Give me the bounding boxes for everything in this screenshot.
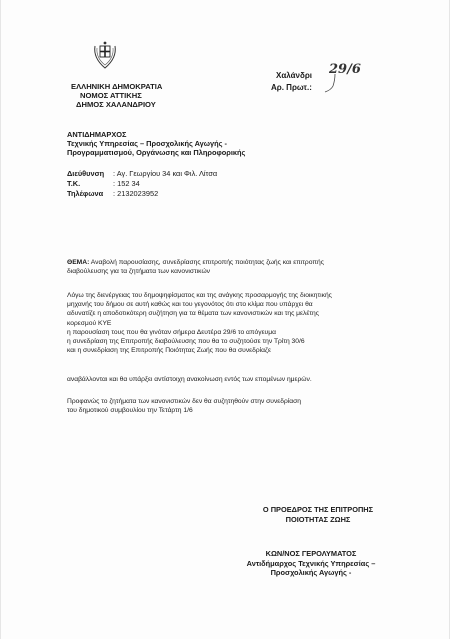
address-value: : Αγ. Γεωργίου 34 και Φιλ. Λίτσα [113, 169, 218, 178]
subject-label: ΘΕΜΑ: [67, 259, 90, 266]
republic-heading: ΕΛΛΗΝΙΚΗ ΔΗΜΟΚΡΑΤΙΑ [71, 82, 163, 91]
address-label: Διεύθυνση [67, 169, 105, 178]
body-line: του δημοτικού συμβουλίου την Τετάρτη 1/6 [67, 407, 193, 415]
body-line: Προφανώς το ζητήματα των κανονιστικών δεν θα συζητηθούν στην συνεδρίαση [67, 398, 302, 405]
department-title: ΑΝΤΙΔΗΜΑΡΧΟΣ [67, 130, 127, 139]
protocol-label: Αρ. Πρωτ.: [271, 83, 312, 92]
prefecture-heading: ΝΟΜΟΣ ΑΤΤΙΚΗΣ [80, 91, 142, 100]
signature-role-1: Ο ΠΡΟΕΔΡΟΣ ΤΗΣ ΕΠΙΤΡΟΠΗΣ [262, 505, 374, 514]
signatory-name: ΚΩΝ/ΝΟΣ ΓΕΡΟΛΥΜΑΤΟΣ [265, 549, 357, 558]
subject-line-2: διαβούλευσης για τα ζητήματα των κανονιστικών [67, 268, 211, 276]
committee-signature [213, 505, 423, 524]
body-line: κορεσμού ΚΥΕ [67, 319, 112, 327]
department-line-2: Προγραμματισμού, Οργάνωσης και Πληροφορικής [67, 148, 246, 158]
body-line: και η συνεδρίαση της Επιτροπής Ποιότητας Ζωής που θα συνεδρίαζε [67, 347, 271, 355]
phone-value: : 2132023952 [113, 189, 159, 198]
body-line: η συνεδρίαση της Επιτροπής διαβούλευσης που θα το συζητούσε την Τρίτη 30/6 [67, 338, 305, 346]
subject-line-1: Αναβολή παρουσίασης, συνεδρίασης επιτροπής ποιότητας ζωής και επιτροπής [89, 259, 324, 266]
body-line: αδυνατίζε η αποδοτικότερη συζήτηση για τα θέματα των κανονιστικών και της μελέτης [67, 310, 319, 318]
phone-label: Τηλέφωνα [67, 189, 104, 198]
body-paragraph-3 [67, 397, 397, 415]
greek-emblem-icon [91, 40, 119, 70]
place-label: Χαλάνδρι [276, 71, 312, 80]
municipality-heading: ΔΗΜΟΣ ΧΑΛΑΝΔΡΙΟΥ [76, 100, 156, 109]
department-block [67, 130, 245, 158]
body-paragraph-2: αναβάλλονται και θα υπάρξει αντίστοιχη ανακοίνωση εντός των επομένων ημερών. [67, 376, 312, 383]
signature-role-2: ΠΟΙΟΤΗΤΑΣ ΖΩΗΣ [285, 514, 351, 524]
address-block [67, 169, 217, 199]
body-line: η παρουσίαση τους που θα γινόταν σήμερα Δευτέρα 29/6 το απόγευμα [67, 328, 276, 336]
body-line: μηχανής του δήμου σε αυτή καθώς και του γεγονότος ότι στο κλίμα που υπάρχει θα [67, 301, 313, 309]
handwritten-date: 29/6 [329, 62, 361, 77]
signatory-title-2: Προσχολικής Αγωγής - [270, 568, 352, 577]
signatory-block [206, 549, 416, 578]
signatory-title-1: Αντιδήμαρχος Τεχνικής Υπηρεσίας – [246, 558, 376, 568]
department-line-1: Τεχνικής Υπηρεσίας – Προσχολικής Αγωγής - [67, 139, 227, 149]
handwriting-stroke-icon [323, 66, 367, 94]
subject-block [67, 258, 397, 276]
body-line: Λόγω της διενέργειας του δημοψηφίσματος και της ανάγκης προσαρμογής της διοικητικής [67, 292, 332, 299]
postal-label: Τ.Κ. [67, 179, 81, 188]
postal-value: : 152 34 [113, 179, 140, 188]
body-paragraph-1 [67, 291, 397, 355]
